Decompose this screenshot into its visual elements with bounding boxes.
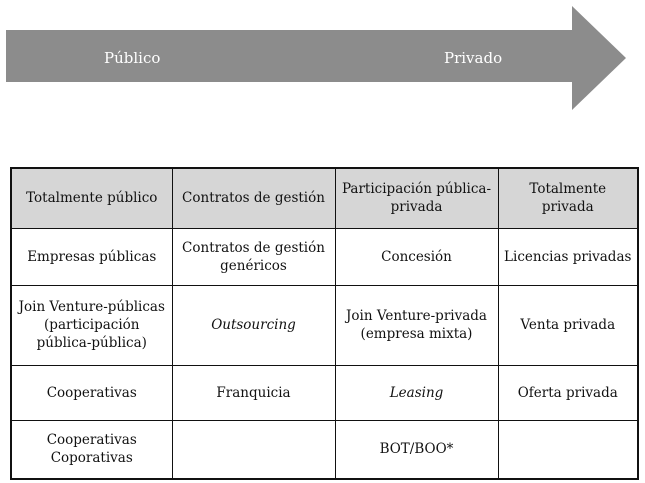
table-cell: Join Venture-públicas (participación pública-pública)	[11, 285, 172, 365]
public-private-arrow	[0, 0, 645, 120]
table-cell: Cooperativas	[11, 365, 172, 420]
header-row	[11, 168, 638, 228]
table-cell: Leasing	[335, 365, 498, 420]
arrow-label-publico: Público	[104, 49, 161, 67]
table-cell: Outsourcing	[172, 285, 335, 365]
arrow-label-privado: Privado	[444, 49, 503, 67]
table-cell: Franquicia	[172, 365, 335, 420]
table-row	[11, 420, 638, 479]
table-cell: Join Venture-privada (empresa mixta)	[335, 285, 498, 365]
arrow-shape	[6, 6, 626, 110]
table-cell: Empresas públicas	[11, 228, 172, 285]
table-row	[11, 228, 638, 285]
header-participacion-publica-privada: Participación pública-privada	[335, 168, 498, 228]
table-cell: Concesión	[335, 228, 498, 285]
header-totalmente-privada: Totalmente privada	[498, 168, 638, 228]
table-cell: Cooperativas Coporativas	[11, 420, 172, 479]
header-contratos-de-gestion: Contratos de gestión	[172, 168, 335, 228]
table-cell	[172, 420, 335, 479]
table-cell: Venta privada	[498, 285, 638, 365]
classification-table	[10, 167, 639, 480]
header-totalmente-publico: Totalmente público	[11, 168, 172, 228]
table-cell: Contratos de gestión genéricos	[172, 228, 335, 285]
table-cell: Licencias privadas	[498, 228, 638, 285]
table-cell: Oferta privada	[498, 365, 638, 420]
table-row	[11, 285, 638, 365]
table-cell	[498, 420, 638, 479]
table-cell: BOT/BOO*	[335, 420, 498, 479]
table-row	[11, 365, 638, 420]
